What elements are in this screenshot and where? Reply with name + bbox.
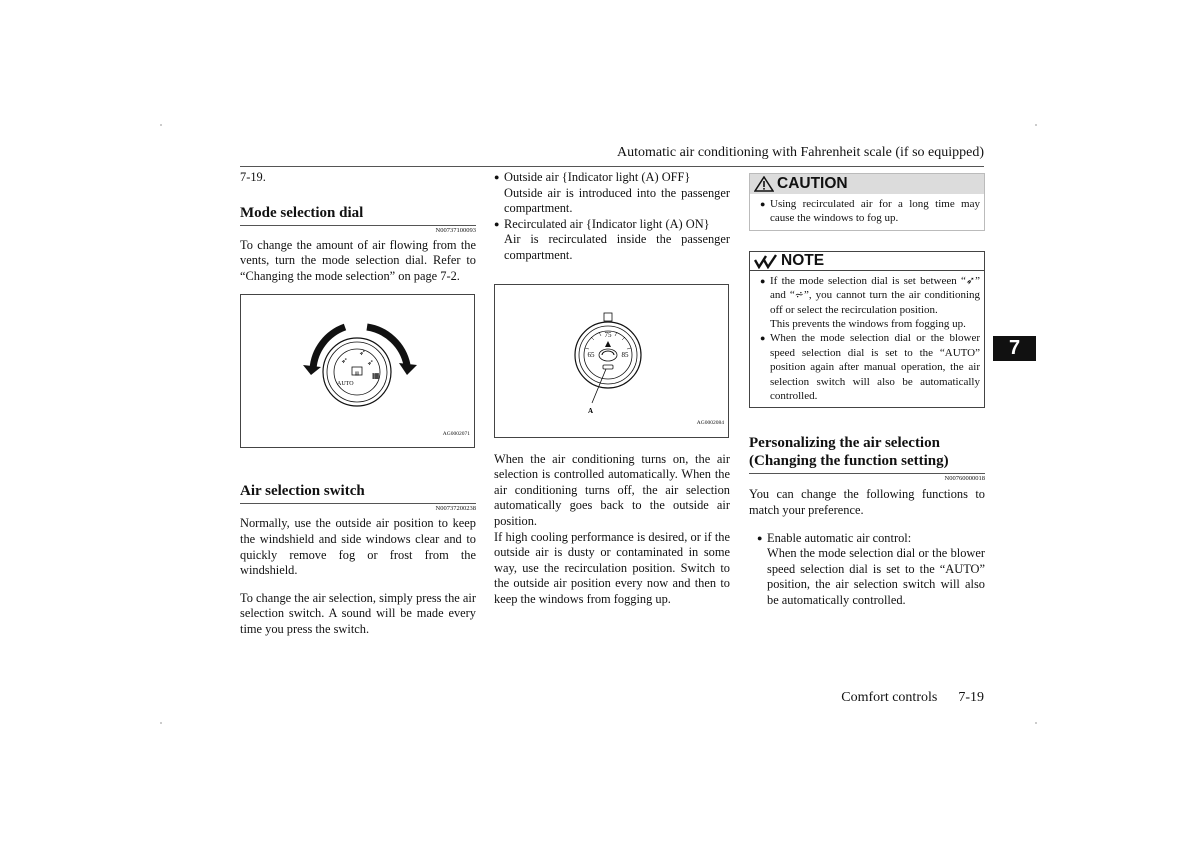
bullet-icon: ● <box>494 218 500 229</box>
bullet-icon: ● <box>760 333 766 344</box>
air-code: N00737200238 <box>240 503 476 513</box>
vent-mode-icon: ➶ <box>965 274 976 287</box>
caution-header <box>750 174 984 194</box>
personal-code: N00760000018 <box>749 473 985 483</box>
note-text: ”, you cannot turn the air conditioning off or select the recirculation position. <box>770 289 980 316</box>
svg-text:➶: ➶ <box>359 348 366 358</box>
air-section <box>240 482 476 637</box>
air-switch-figure <box>494 284 729 438</box>
air-switch-illustration <box>495 285 728 437</box>
bullet-icon: ● <box>757 532 763 543</box>
mid-body-1: When the air conditioning turns on, the air selection is controlled automatically. When the air conditioning turns off, the air selection automatically goes back to the outside air position. <box>494 451 730 528</box>
temp-top: 75 <box>604 330 612 339</box>
note-check-icon <box>754 253 778 269</box>
figure-code: AG0002084 <box>696 419 724 426</box>
bullet-text: Air is recirculated inside the passenger compartment. <box>504 232 730 262</box>
note-body <box>750 271 984 408</box>
auto-label: AUTO <box>337 381 354 388</box>
note-item <box>760 274 980 332</box>
note-box <box>749 251 985 409</box>
mode-dial-illustration <box>241 295 474 447</box>
crop-mark <box>160 722 162 724</box>
page-number: 7-19 <box>958 690 984 705</box>
note-text: When the mode selection dial or the blower speed selection dial is set to the “AUTO” position again after manual operation, the air selection switch will also be automatically controlled. <box>770 332 980 403</box>
personal-section <box>749 434 985 608</box>
air-body-1: Normally, use the outside air position to keep the windshield and side windows clear and to quickly remove fog or frost from the windshield. <box>240 516 476 578</box>
crop-mark <box>1035 124 1037 126</box>
mode-body: To change the amount of air flowing from the vents, turn the mode selection dial. Refer to “Changing the mode selection” on page 7-2. <box>240 237 476 283</box>
air-heading: Air selection switch <box>240 483 365 500</box>
bullet-icon: ● <box>760 275 766 286</box>
caution-item <box>750 194 984 230</box>
note-header <box>750 252 984 271</box>
svg-text:▦: ▦ <box>372 371 380 381</box>
chapter-tab: 7 <box>993 336 1036 361</box>
caution-title: CAUTION <box>777 175 848 193</box>
personal-heading-2: (Changing the function setting) <box>749 453 949 470</box>
personal-heading-1: Personalizing the air selection <box>749 435 940 452</box>
mode-section <box>240 204 476 285</box>
mode-dial-figure <box>240 294 475 448</box>
defrost-icon: ⩫ <box>794 289 805 302</box>
footer-section: Comfort controls <box>841 690 938 705</box>
crop-mark <box>1035 722 1037 724</box>
svg-text:➶: ➶ <box>367 358 374 368</box>
note-text: ” and “ <box>770 274 980 302</box>
mid-body-2: If high cooling performance is desired, or if the outside air is dusty or contaminated in some way, use the recirculation position. Switch to the outside air position every now and then to keep the windows from fogging up. <box>494 529 730 606</box>
list-item <box>494 217 730 264</box>
bullet-title: Enable automatic air control: <box>767 530 912 545</box>
note-extra: This prevents the windows from fogging up. <box>770 318 966 331</box>
column-right <box>749 170 985 609</box>
note-title: NOTE <box>781 252 825 270</box>
crop-mark <box>160 124 162 126</box>
column-left <box>240 170 476 638</box>
bullet-text: Outside air is introduced into the passenger compartment. <box>504 185 730 216</box>
caution-text: Using recirculated air for a long time may cause the windows to fog up. <box>770 198 980 225</box>
continued-ref: 7-19. <box>240 170 266 184</box>
svg-text:➶: ➶ <box>341 356 348 366</box>
indicator-a-label: A <box>588 406 594 415</box>
temp-right: 85 <box>621 350 629 359</box>
note-item <box>760 331 980 403</box>
bullet-icon: ● <box>760 199 766 209</box>
header-rule <box>240 166 984 167</box>
page-footer <box>760 690 984 706</box>
mode-code: N00737100093 <box>240 225 476 235</box>
air-body-2: To change the air selection, simply press the air selection switch. A sound will be made every time you press the switch. <box>240 590 476 636</box>
list-item <box>749 531 985 609</box>
list-item <box>494 170 730 217</box>
svg-text:▥: ▥ <box>354 372 360 378</box>
page-header: Automatic air conditioning with Fahrenheit scale (if so equipped) <box>616 145 984 160</box>
figure-code: AG0002071 <box>442 430 470 437</box>
bullet-text: When the mode selection dial or the blower speed selection dial is set to the “AUTO” position, the air selection switch will also be automatically controlled. <box>767 546 985 608</box>
bullet-title: Outside air {Indicator light (A) OFF} <box>504 170 691 184</box>
bullet-title: Recirculated air {Indicator light (A) ON} <box>504 216 710 231</box>
personal-body: You can change the following functions to match your preference. <box>749 487 985 518</box>
note-text: If the mode selection dial is set between “ <box>770 274 966 287</box>
bullet-icon: ● <box>494 172 500 182</box>
temp-left: 65 <box>587 350 595 359</box>
mode-heading: Mode selection dial <box>240 204 364 221</box>
caution-box <box>749 173 985 231</box>
column-middle <box>494 170 730 608</box>
warning-triangle-icon <box>754 176 774 192</box>
